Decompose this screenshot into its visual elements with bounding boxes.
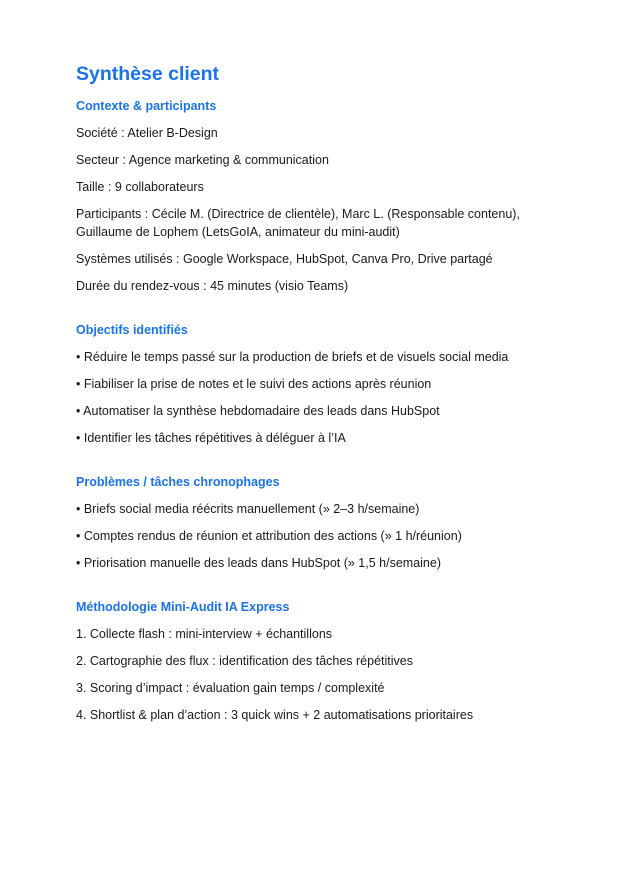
section-heading-objectifs: Objectifs identifiés xyxy=(76,323,188,337)
page-title: Synthèse client xyxy=(76,63,220,85)
info-secteur: Secteur : Agence marketing & communication xyxy=(76,153,329,167)
list-item: 2. Cartographie des flux : identification des tâches répétitives xyxy=(76,654,413,668)
section-contexte xyxy=(76,98,639,295)
list-item: • Identifier les tâches répétitives à déléguer à l’IA xyxy=(76,431,346,445)
section-spacer xyxy=(76,447,639,474)
list-item: • Comptes rendus de réunion et attribution des actions (» 1 h/réunion) xyxy=(76,529,462,543)
info-taille: Taille : 9 collaborateurs xyxy=(76,180,204,194)
info-duree: Durée du rendez-vous : 45 minutes (visio Teams) xyxy=(76,279,349,293)
list-item: 1. Collecte flash : mini-interview + échantillons xyxy=(76,627,333,641)
list-item: 3. Scoring d’impact : évaluation gain temps / complexité xyxy=(76,681,385,695)
list-item: • Briefs social media réécrits manuellement (» 2–3 h/semaine) xyxy=(76,502,420,516)
list-item: • Fiabiliser la prise de notes et le suivi des actions après réunion xyxy=(76,377,432,391)
list-item: • Automatiser la synthèse hebdomadaire des leads dans HubSpot xyxy=(76,404,440,418)
list-item: • Priorisation manuelle des leads dans HubSpot (» 1,5 h/semaine) xyxy=(76,556,441,570)
section-spacer xyxy=(76,572,639,599)
section-heading-contexte: Contexte & participants xyxy=(76,99,217,113)
info-participants: Participants : Cécile M. (Directrice de clientèle), Marc L. (Responsable contenu), Guillaume de Lophem (LetsGoIA, animateur du mini-audit) xyxy=(76,207,520,239)
info-systemes: Systèmes utilisés : Google Workspace, HubSpot, Canva Pro, Drive partagé xyxy=(76,252,493,266)
info-societe: Société : Atelier B-Design xyxy=(76,126,218,140)
section-objectifs xyxy=(76,322,639,447)
section-heading-problemes: Problèmes / tâches chronophages xyxy=(76,475,280,489)
list-item: • Réduire le temps passé sur la production de briefs et de visuels social media xyxy=(76,350,509,364)
list-item: 4. Shortlist & plan d’action : 3 quick wins + 2 automatisations prioritaires xyxy=(76,708,474,722)
section-heading-methodologie: Méthodologie Mini-Audit IA Express xyxy=(76,600,290,614)
section-problemes xyxy=(76,474,639,572)
section-methodologie xyxy=(76,599,639,724)
section-spacer xyxy=(76,295,639,322)
